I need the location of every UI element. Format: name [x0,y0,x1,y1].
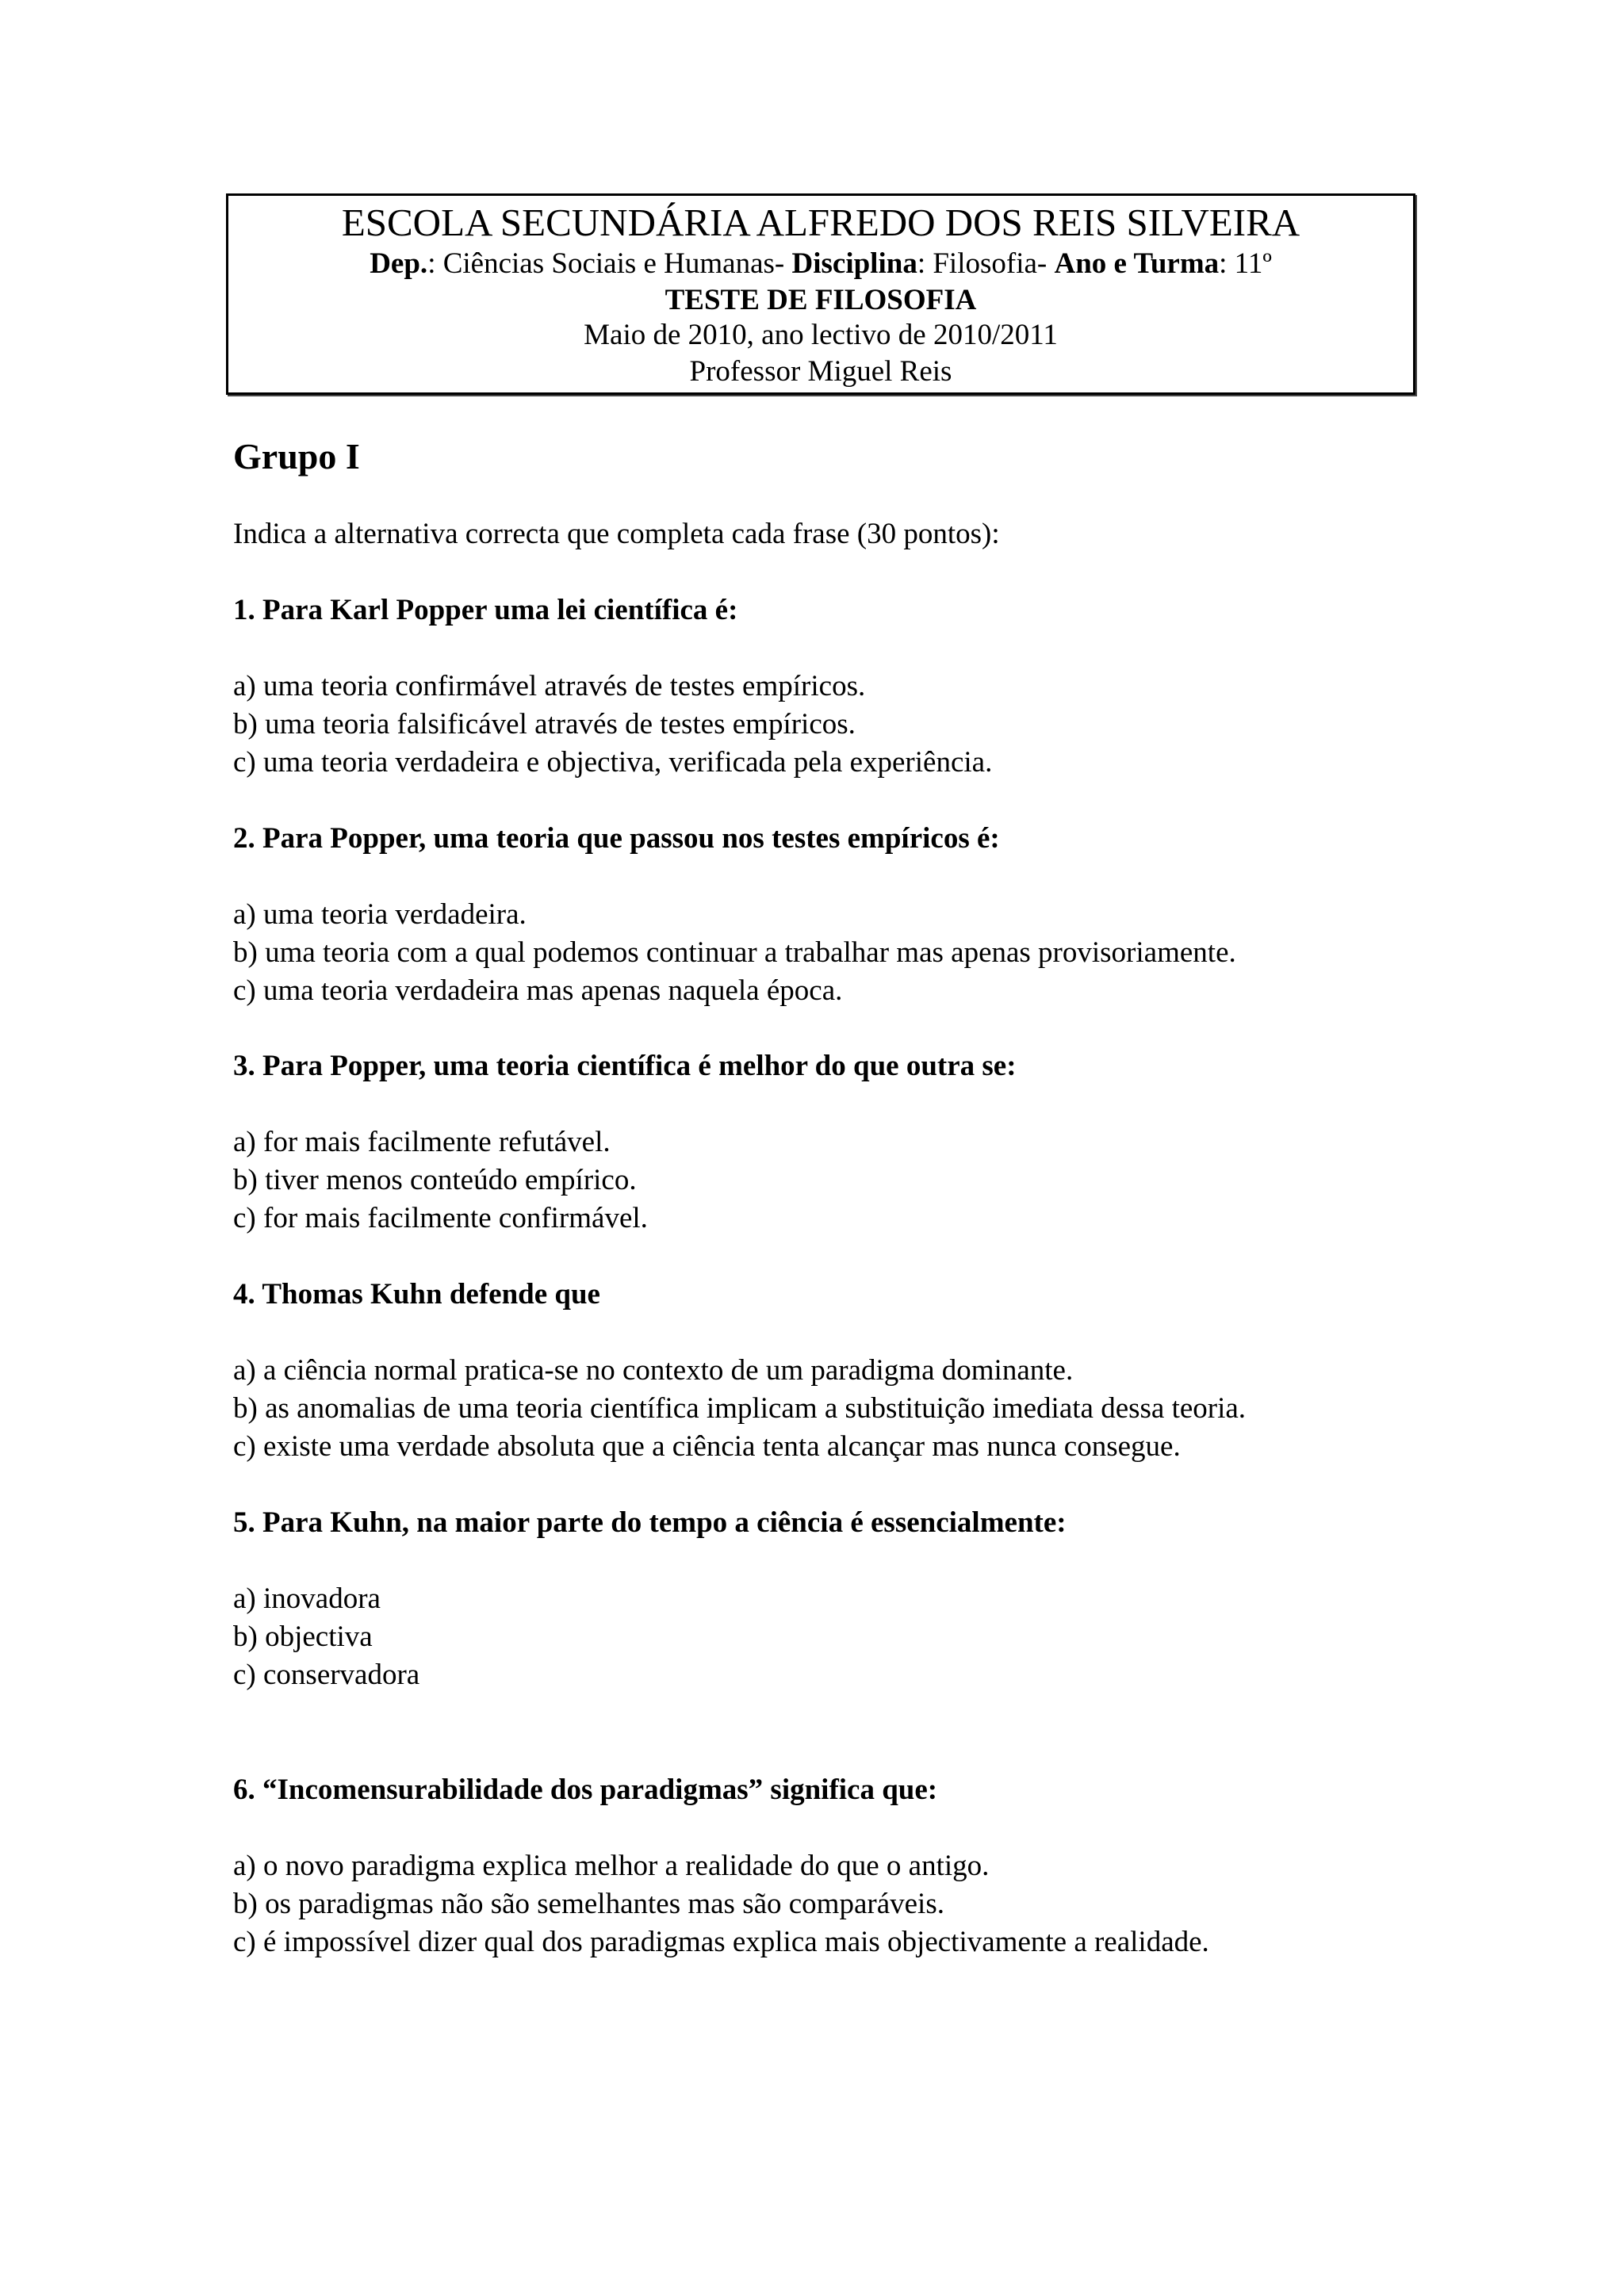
question-text: 5. Para Kuhn, na maior parte do tempo a ciência é essencialmente: [233,1506,1067,1539]
turma-value: : 11º [1219,247,1272,280]
question-text: 4. Thomas Kuhn defende que [233,1278,600,1311]
option-b: b) as anomalias de uma teoria científica implicam a substituição imediata dessa teoria. [233,1392,1247,1425]
option-a: a) uma teoria confirmável através de testes empíricos. [233,670,866,702]
test-date: Maio de 2010, ano lectivo de 2010/2011 [584,319,1058,351]
option-c: c) é impossível dizer qual dos paradigmas explica mais objectivamente a realidade. [233,1926,1209,1958]
question-1 [233,591,992,782]
question-5 [233,1504,1067,1694]
option-b: b) os paradigmas não são semelhantes mas são comparáveis. [233,1888,944,1920]
option-b: b) tiver menos conteúdo empírico. [233,1164,637,1196]
option-c: c) for mais facilmente confirmável. [233,1202,648,1234]
option-b: b) uma teoria falsificável através de testes empíricos. [233,708,856,740]
question-2 [233,820,1236,1010]
header-box [226,193,1415,395]
option-c: c) uma teoria verdadeira e objectiva, verificada pela experiência. [233,746,993,779]
test-title: TESTE DE FILOSOFIA [665,284,977,316]
question-6 [233,1771,1209,1961]
question-text: 1. Para Karl Popper uma lei científica é: [233,594,738,626]
option-b: b) objectiva [233,1621,373,1653]
option-c: c) existe uma verdade absoluta que a ciência tenta alcançar mas nunca consegue. [233,1430,1181,1463]
question-4 [233,1276,1246,1466]
option-a: a) a ciência normal pratica-se no contexto de um paradigma dominante. [233,1354,1074,1387]
question-text: 3. Para Popper, uma teoria científica é melhor do que outra se: [233,1050,1017,1082]
option-c: c) conservadora [233,1659,420,1691]
option-b: b) uma teoria com a qual podemos continuar a trabalhar mas apenas provisoriamente. [233,936,1236,969]
option-a: a) inovadora [233,1582,381,1615]
school-name: ESCOLA SECUNDÁRIA ALFREDO DOS REIS SILVEIRA [341,201,1300,244]
option-a: a) o novo paradigma explica melhor a realidade do que o antigo. [233,1850,990,1882]
group-title: Grupo I [233,436,360,476]
teacher-name: Professor Miguel Reis [689,355,952,388]
disciplina-value: : Filosofia- [917,247,1055,280]
dept-value: : Ciências Sociais e Humanas- [427,247,792,280]
option-c: c) uma teoria verdadeira mas apenas naquela época. [233,974,843,1007]
instruction: Indica a alternativa correcta que completa cada frase (30 pontos): [233,518,1000,550]
option-a: a) for mais facilmente refutável. [233,1126,611,1158]
dept-label: Dep. [370,247,428,280]
question-text: 2. Para Popper, uma teoria que passou nos testes empíricos é: [233,822,1000,855]
turma-label: Ano e Turma [1054,247,1220,280]
department-line [228,245,1413,283]
question-text: 6. “Incomensurabilidade dos paradigmas” significa que: [233,1774,938,1806]
option-a: a) uma teoria verdadeira. [233,898,527,931]
question-3 [233,1047,1017,1238]
disciplina-label: Disciplina [791,247,917,280]
